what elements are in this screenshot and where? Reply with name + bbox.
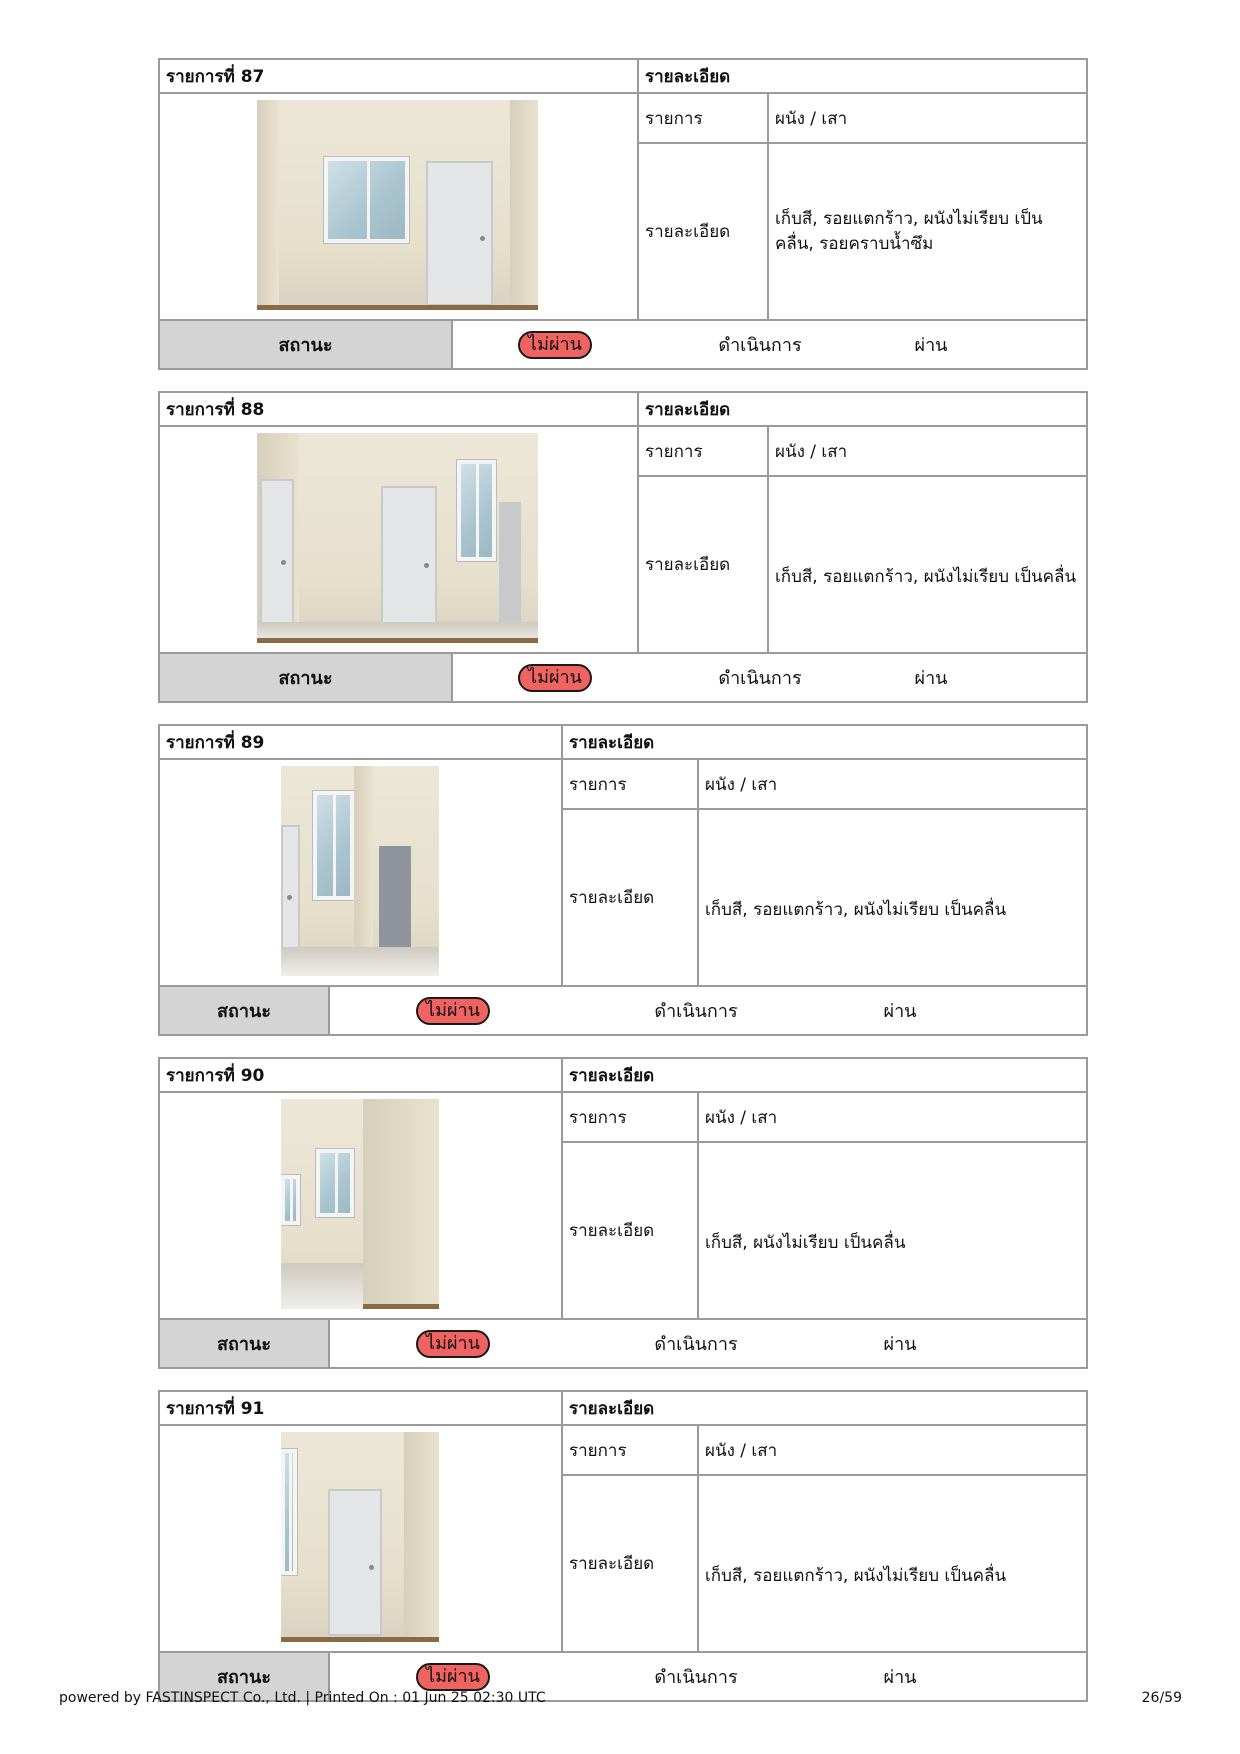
fail-pill: ไม่ผ่าน	[518, 664, 592, 692]
status-option-pass[interactable]: ผ่าน	[883, 1001, 917, 1022]
inspection-photo[interactable]	[257, 100, 538, 310]
status-option-pass[interactable]: ผ่าน	[914, 668, 948, 689]
detail-header: รายละเอียด	[645, 66, 731, 87]
fail-pill: ไม่ผ่าน	[518, 331, 592, 359]
detail-label: รายละเอียด	[645, 555, 731, 575]
status-row	[160, 987, 1086, 1034]
detail-label: รายละเอียด	[569, 888, 655, 908]
inspection-item-88	[158, 391, 1088, 703]
item-value: ผนัง / เสา	[775, 441, 848, 462]
item-label: รายการ	[645, 108, 703, 129]
detail-header: รายละเอียด	[645, 399, 731, 420]
inspection-photo[interactable]	[281, 1099, 439, 1309]
status-label: สถานะ	[160, 321, 453, 368]
item-body-row	[160, 427, 1086, 654]
status-option-pass[interactable]: ผ่าน	[883, 1334, 917, 1355]
status-option-in-progress[interactable]: ดำเนินการ	[654, 1001, 738, 1022]
status-option-pass[interactable]: ผ่าน	[883, 1667, 917, 1688]
item-value: ผนัง / เสา	[705, 1107, 778, 1128]
status-row	[160, 321, 1086, 368]
item-body-row	[160, 1093, 1086, 1320]
inspection-photo[interactable]	[257, 433, 538, 643]
inspection-item-87	[158, 58, 1088, 370]
item-body-row	[160, 94, 1086, 321]
detail-value: เก็บสี, ผนังไม่เรียบ เป็นคลื่น	[705, 1233, 906, 1253]
item-label: รายการ	[569, 774, 627, 795]
status-option-fail[interactable]	[515, 321, 595, 368]
footer-page-number: 26/59	[1141, 1690, 1182, 1706]
item-value: ผนัง / เสา	[705, 774, 778, 795]
fail-pill: ไม่ผ่าน	[416, 1330, 490, 1358]
item-header-row	[160, 726, 1086, 760]
item-value: ผนัง / เสา	[705, 1440, 778, 1461]
status-row	[160, 654, 1086, 701]
detail-value: เก็บสี, รอยแตกร้าว, ผนังไม่เรียบ เป็นคลื่น, รอยคราบน้ำซึม	[775, 208, 1043, 254]
detail-header: รายละเอียด	[569, 732, 655, 753]
status-option-pass[interactable]: ผ่าน	[914, 335, 948, 356]
item-header-row	[160, 1059, 1086, 1093]
status-option-fail[interactable]	[515, 654, 595, 701]
item-title: รายการที่ 88	[166, 399, 265, 420]
item-header-row	[160, 1392, 1086, 1426]
detail-label: รายละเอียด	[569, 1221, 655, 1241]
inspection-item-91	[158, 1390, 1088, 1702]
item-label: รายการ	[645, 441, 703, 462]
status-label: สถานะ	[160, 1320, 330, 1367]
detail-value: เก็บสี, รอยแตกร้าว, ผนังไม่เรียบ เป็นคลื่น	[705, 1566, 1007, 1586]
status-label: สถานะ	[160, 654, 453, 701]
item-title: รายการที่ 91	[166, 1398, 265, 1419]
inspection-photo[interactable]	[281, 1432, 439, 1642]
inspection-photo[interactable]	[281, 766, 439, 976]
detail-header: รายละเอียด	[569, 1398, 655, 1419]
status-option-in-progress[interactable]: ดำเนินการ	[718, 668, 802, 689]
item-label: รายการ	[569, 1440, 627, 1461]
status-option-fail[interactable]	[413, 1320, 493, 1367]
detail-label: รายละเอียด	[645, 222, 731, 242]
detail-value: เก็บสี, รอยแตกร้าว, ผนังไม่เรียบ เป็นคลื่น	[775, 567, 1077, 587]
item-title: รายการที่ 87	[166, 66, 265, 87]
inspection-item-90	[158, 1057, 1088, 1369]
detail-header: รายละเอียด	[569, 1065, 655, 1086]
fail-pill: ไม่ผ่าน	[416, 1663, 490, 1691]
status-row	[160, 1320, 1086, 1367]
status-label: สถานะ	[160, 1653, 330, 1700]
item-label: รายการ	[569, 1107, 627, 1128]
status-label: สถานะ	[160, 987, 330, 1034]
item-value: ผนัง / เสา	[775, 108, 848, 129]
item-body-row	[160, 760, 1086, 987]
status-option-in-progress[interactable]: ดำเนินการ	[654, 1334, 738, 1355]
inspection-item-89	[158, 724, 1088, 1036]
detail-label: รายละเอียด	[569, 1554, 655, 1574]
item-header-row	[160, 393, 1086, 427]
fail-pill: ไม่ผ่าน	[416, 997, 490, 1025]
status-option-fail[interactable]	[413, 987, 493, 1034]
item-title: รายการที่ 89	[166, 732, 265, 753]
item-title: รายการที่ 90	[166, 1065, 265, 1086]
status-option-in-progress[interactable]: ดำเนินการ	[654, 1667, 738, 1688]
status-option-in-progress[interactable]: ดำเนินการ	[718, 335, 802, 356]
item-body-row	[160, 1426, 1086, 1653]
item-header-row	[160, 60, 1086, 94]
detail-value: เก็บสี, รอยแตกร้าว, ผนังไม่เรียบ เป็นคลื่น	[705, 900, 1007, 920]
footer-printed-info: powered by FASTINSPECT Co., Ltd. | Printed On : 01 Jun 25 02:30 UTC	[59, 1690, 546, 1706]
